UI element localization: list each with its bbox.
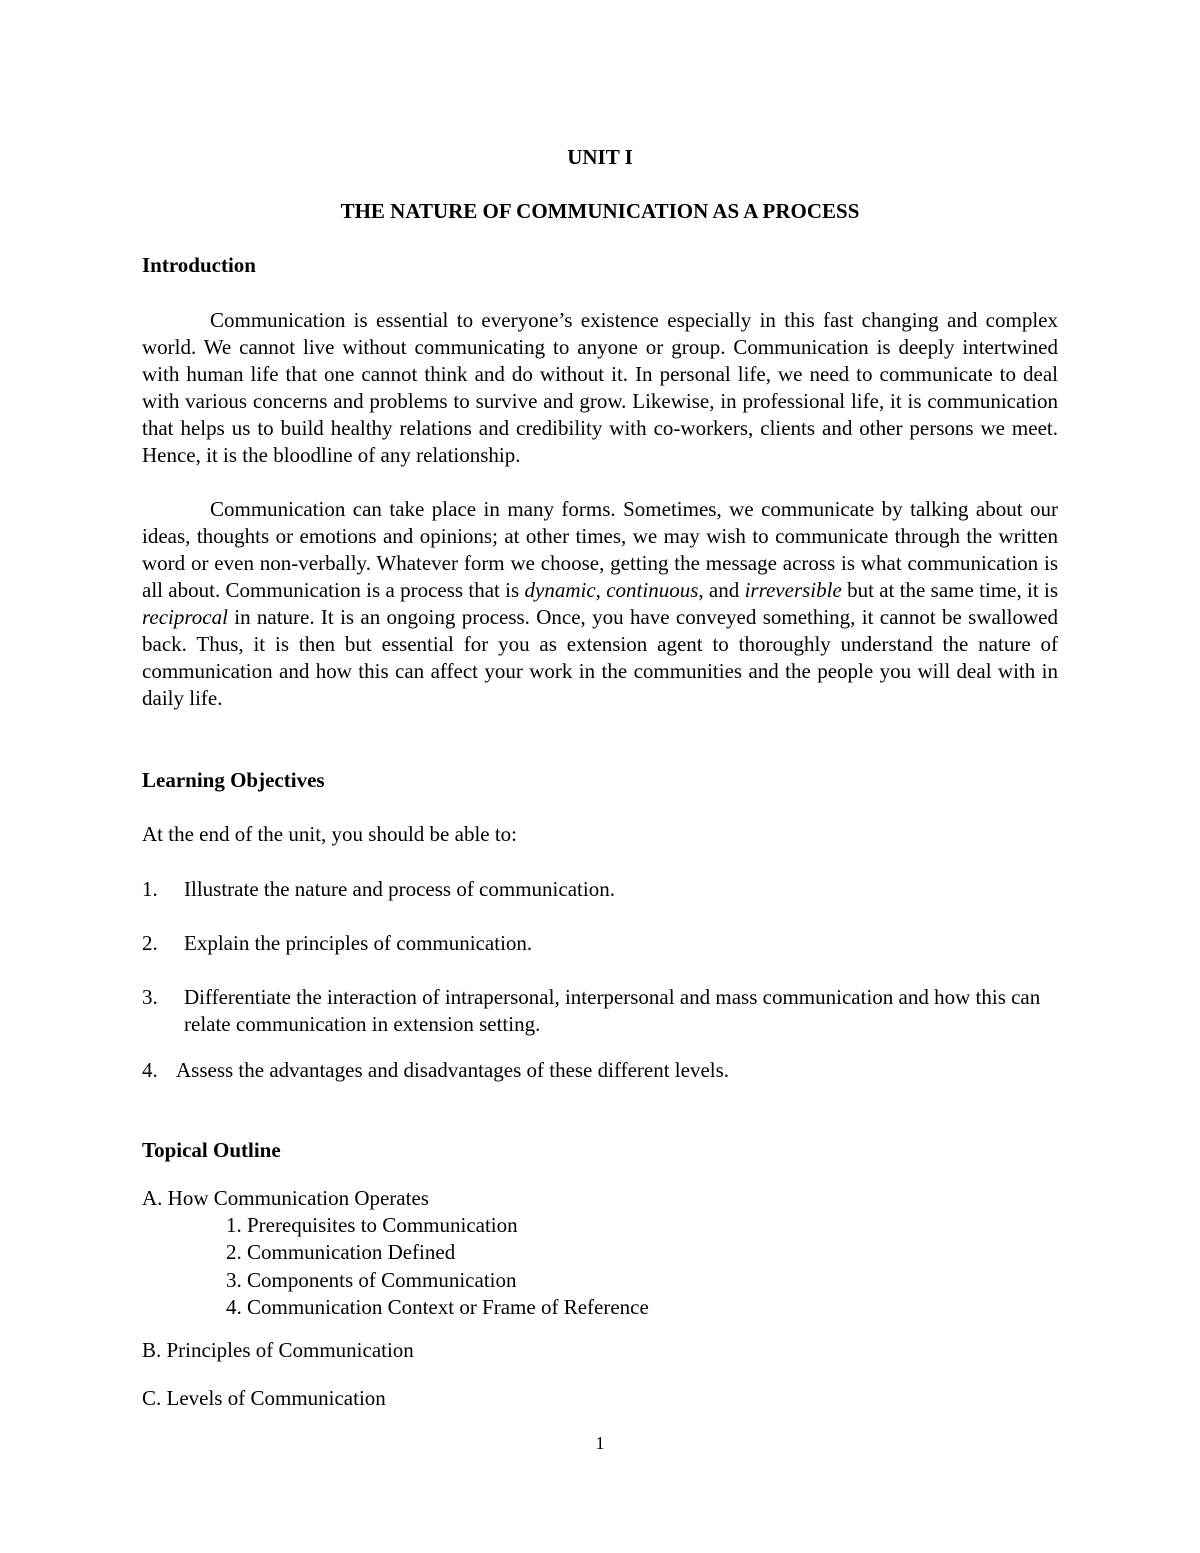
introduction-heading: Introduction bbox=[142, 253, 256, 277]
objective-number: 4. bbox=[142, 1058, 158, 1082]
paragraph-text: Communication can take place in many forms. Sometimes, we communicate by talking about our ideas, thoughts or emotions and opinions; at other times, we may wish to communicate through the written word or even non-verbally. Whatever form we choose, getting the message across is what communication is all about. Communication is a process that is bbox=[142, 497, 1058, 602]
learning-objectives-heading: Learning Objectives bbox=[142, 768, 325, 792]
paragraph-text: but at the same time, it is bbox=[841, 578, 1058, 602]
objectives-lead: At the end of the unit, you should be able to: bbox=[142, 822, 518, 846]
objective-number: 1. bbox=[142, 877, 158, 901]
objective-text: Assess the advantages and disadvantages of these different levels. bbox=[176, 1058, 730, 1082]
objective-text: Illustrate the nature and process of communication. bbox=[184, 877, 615, 901]
outline-subitem: 2. Communication Defined bbox=[226, 1240, 456, 1264]
term-dynamic-continuous: dynamic, continuous bbox=[524, 578, 699, 602]
term-reciprocal: reciprocal bbox=[142, 605, 228, 629]
topical-outline-heading: Topical Outline bbox=[142, 1138, 281, 1162]
outline-subitem: 3. Components of Communication bbox=[226, 1268, 517, 1292]
objective-item bbox=[142, 984, 1072, 1038]
page-title: THE NATURE OF COMMUNICATION AS A PROCESS bbox=[340, 199, 860, 223]
objective-number: 3. bbox=[142, 985, 158, 1009]
term-irreversible: irreversible bbox=[744, 578, 842, 602]
paragraph-text: in nature. It is an ongoing process. Once, you have conveyed something, it cannot be swallowed back. Thus, it is then but essential for you as extension agent to thoroughly understand the nature of communication and how this can affect your work in the communities and the people you will deal with in daily life. bbox=[142, 605, 1058, 710]
introduction-paragraph-1: Communication is essential to everyone’s existence especially in this fast changing and complex world. We cannot live without communicating to anyone or group. Communication is deeply intertwined with human life that one cannot think and do without it. In personal life, we need to communicate to deal with various concerns and problems to survive and grow. Likewise, in professional life, it is communication that helps us to build healthy relations and credibility with co-workers, clients and other persons we meet. Hence, it is the bloodline of any relationship. bbox=[142, 308, 1058, 467]
objective-number: 2. bbox=[142, 931, 158, 955]
page-number: 1 bbox=[595, 1433, 605, 1453]
objective-item bbox=[142, 876, 1072, 903]
outline-item-a: A. How Communication Operates bbox=[142, 1186, 429, 1210]
outline-subitem: 4. Communication Context or Frame of Reference bbox=[226, 1295, 649, 1319]
outline-subitem: 1. Prerequisites to Communication bbox=[226, 1213, 518, 1237]
unit-label: UNIT I bbox=[567, 145, 633, 169]
outline-item-c: C. Levels of Communication bbox=[142, 1386, 386, 1410]
objective-text: Differentiate the interaction of intrapersonal, interpersonal and mass communication and how this can relate communication in extension setting. bbox=[184, 985, 1041, 1036]
objective-item bbox=[142, 1057, 1072, 1084]
objective-item bbox=[142, 930, 1072, 957]
introduction-paragraph-2 bbox=[142, 496, 1058, 712]
objective-text: Explain the principles of communication. bbox=[184, 931, 533, 955]
outline-item-b: B. Principles of Communication bbox=[142, 1338, 414, 1362]
paragraph-text: , and bbox=[698, 578, 745, 602]
